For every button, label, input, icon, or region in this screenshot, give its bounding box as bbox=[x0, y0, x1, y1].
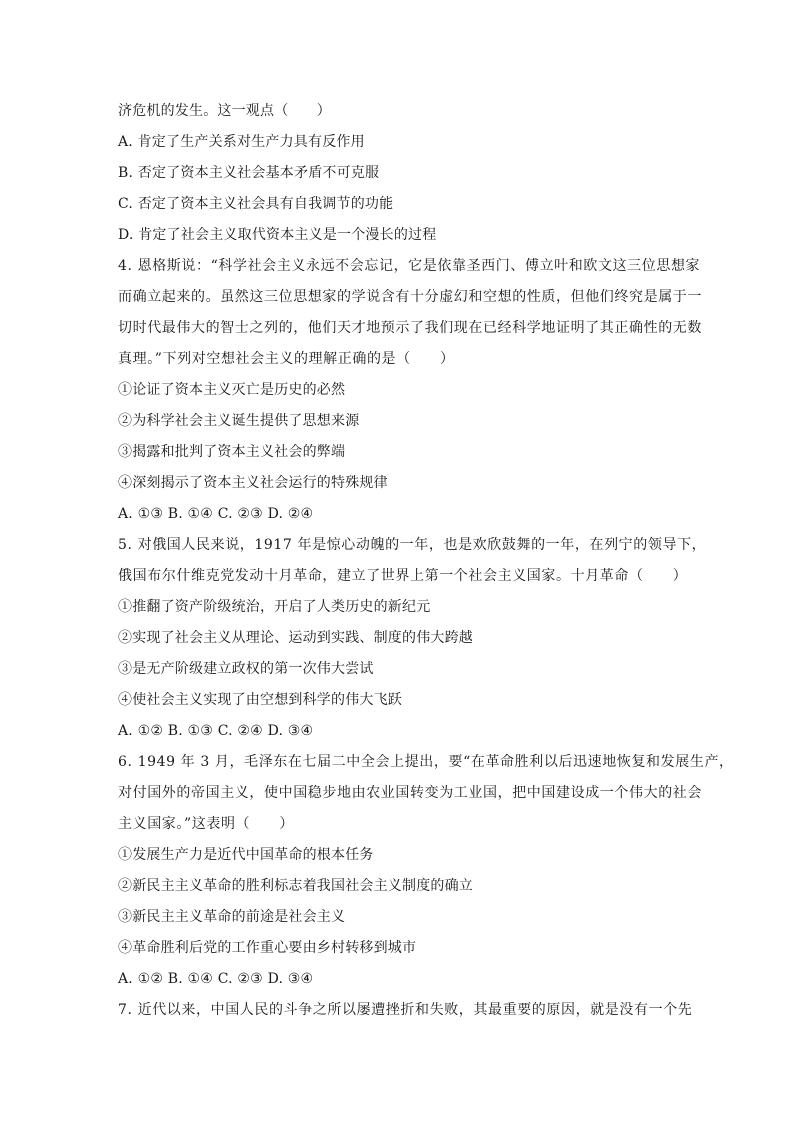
paragraph-line: 对付国外的帝国主义，使中国稳步地由农业国转变为工业国，把中国建设成一个伟大的社会 bbox=[118, 785, 702, 801]
paragraph-line: 而确立起来的。虽然这三位思想家的学说含有十分虚幻和空想的性质，但他们终究是属于一 bbox=[118, 289, 702, 305]
paragraph-line: 7. 近代以来，中国人民的斗争之所以屡遭挫折和失败，其最重要的原因，就是没有一个先 bbox=[118, 1002, 693, 1018]
text-line: A. ①② B. ①③ C. ②④ D. ③④ bbox=[118, 723, 314, 739]
text-line: ③揭露和批判了资本主义社会的弊端 bbox=[118, 444, 346, 460]
text-line: A. 肯定了生产关系对生产力具有反作用 bbox=[118, 134, 365, 150]
text-line: ①论证了资本主义灭亡是历史的必然 bbox=[118, 382, 346, 398]
paragraph-line: 6. 1949 年 3 月，毛泽东在七届二中全会上提出，要“在革命胜利以后迅速地恢复和发展生产， bbox=[118, 754, 734, 770]
text-line: A. ①② B. ①④ C. ②③ D. ③④ bbox=[118, 971, 314, 987]
document-page bbox=[118, 96, 734, 1026]
text-line: D. 肯定了社会主义取代资本主义是一个漫长的过程 bbox=[118, 227, 437, 243]
text-line: ④使社会主义实现了由空想到科学的伟大飞跃 bbox=[118, 692, 402, 708]
paragraph-line: 切时代最伟大的智士之列的，他们天才地预示了我们现在已经科学地证明了其正确性的无数 bbox=[118, 320, 702, 336]
text-line: ④革命胜利后党的工作重心要由乡村转移到城市 bbox=[118, 940, 417, 956]
paragraph-line: 俄国布尔什维克党发动十月革命，建立了世界上第一个社会主义国家。十月革命（ ） bbox=[118, 568, 688, 584]
text-line: ③是无产阶级建立政权的第一次伟大尝试 bbox=[118, 661, 374, 677]
text-line: 济危机的发生。这一观点（ ） bbox=[118, 103, 331, 119]
paragraph-line: 5. 对俄国人民来说，1917 年是惊心动魄的一年，也是欢欣鼓舞的一年，在列宁的领导下， bbox=[118, 537, 707, 553]
text-line: ②新民主主义革命的胜利标志着我国社会主义制度的确立 bbox=[118, 878, 473, 894]
text-line: ①推翻了资产阶级统治，开启了人类历史的新纪元 bbox=[118, 599, 431, 615]
text-line: ③新民主主义革命的前途是社会主义 bbox=[118, 909, 346, 925]
text-line: B. 否定了资本主义社会基本矛盾不可克服 bbox=[118, 165, 380, 181]
text-line: ②为科学社会主义诞生提供了思想来源 bbox=[118, 413, 360, 429]
text-line: ②实现了社会主义从理论、运动到实践、制度的伟大跨越 bbox=[118, 630, 473, 646]
text-line: ①发展生产力是近代中国革命的根本任务 bbox=[118, 847, 374, 863]
text-line: ④深刻揭示了资本主义社会运行的特殊规律 bbox=[118, 475, 388, 491]
text-line: A. ①③ B. ①④ C. ②③ D. ②④ bbox=[118, 506, 314, 522]
paragraph-line: 主义国家。”这表明（ ） bbox=[118, 816, 294, 832]
paragraph-line: 4. 恩格斯说：“科学社会主义永远不会忘记，它是依靠圣西门、傅立叶和欧文这三位思想家 bbox=[118, 258, 701, 274]
text-line: C. 否定了资本主义社会具有自我调节的功能 bbox=[118, 196, 394, 212]
paragraph-line: 真理。”下列对空想社会主义的理解正确的是（ ） bbox=[118, 351, 455, 367]
